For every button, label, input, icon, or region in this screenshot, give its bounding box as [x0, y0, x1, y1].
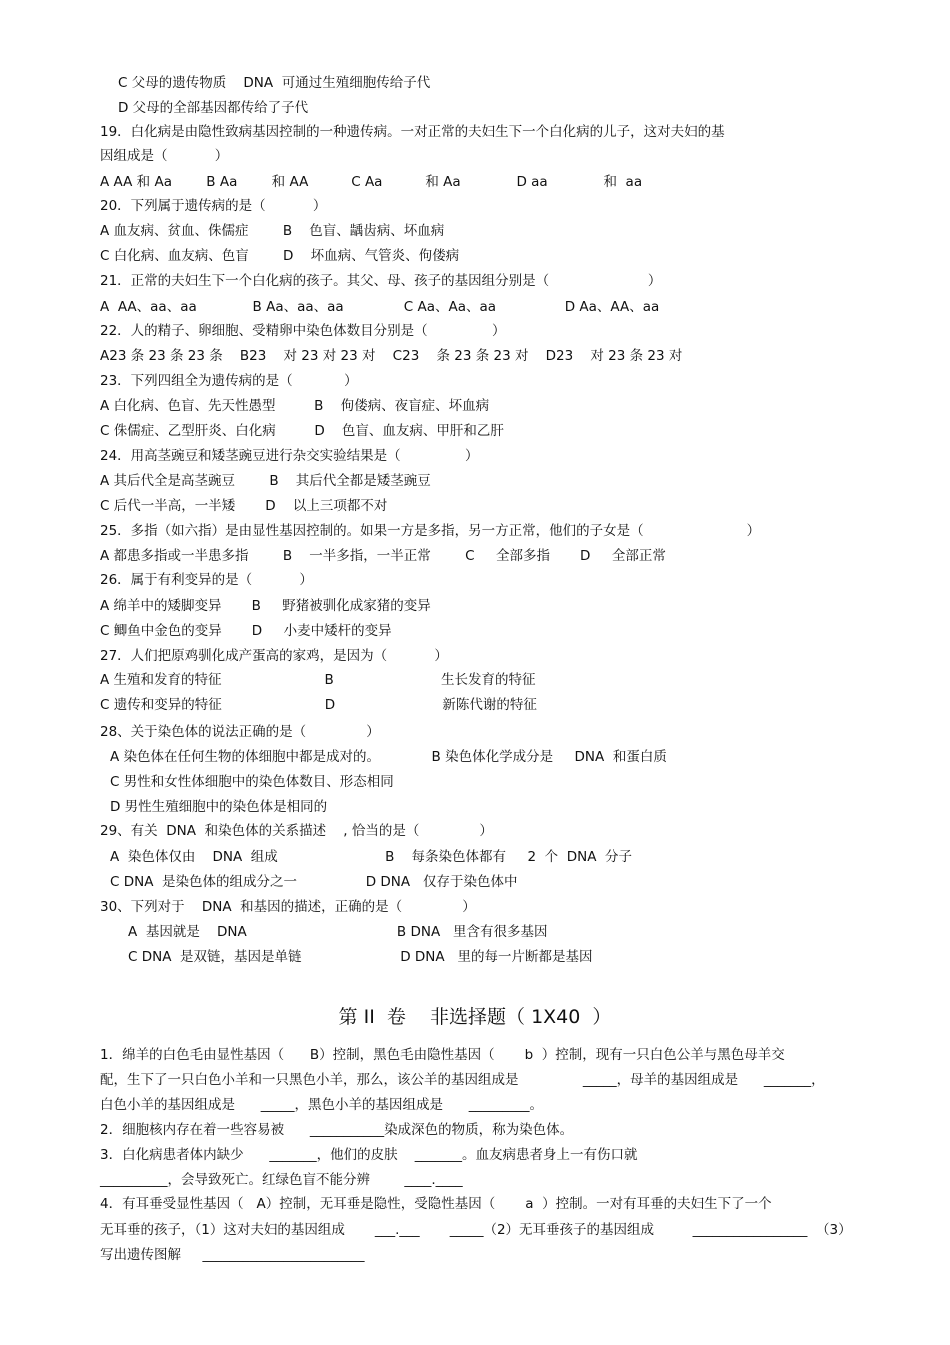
section-title: 第 II 卷 非选择题（ 1X40 ）: [338, 1006, 612, 1028]
q27-options-ab: A 生殖和发育的特征 B 生长发育的特征: [100, 672, 536, 688]
q23-stem: 23．下列四组全为遗传病的是（ ）: [100, 373, 358, 389]
q20-options-cd: C 白化病、血友病、色盲 D 坏血病、气管炎、佝偻病: [100, 248, 460, 264]
q24-options-ab: A 其后代全是高茎豌豆 B 其后代全都是矮茎豌豆: [100, 473, 431, 489]
q28-stem: 28、关于染色体的说法正确的是（ ）: [100, 724, 380, 740]
q30-stem: 30、下列对于 DNA 和基因的描述，正确的是（ ）: [100, 899, 476, 915]
fill-q4-line1: 4．有耳垂受显性基因（ A）控制，无耳垂是隐性，受隐性基因（ a ）控制。一对有耳垂的夫妇生下了一个: [100, 1196, 772, 1212]
fill-q1-line1: 1．绵羊的白色毛由显性基因（ B）控制，黑色毛由隐性基因（ b ）控制，现有一只白色公羊与黑色母羊交: [100, 1047, 785, 1063]
q24-options-cd: C 后代一半高，一半矮 D 以上三项都不对: [100, 498, 388, 514]
q28-option-c: C 男性和女性体细胞中的染色体数目、形态相同: [110, 774, 394, 790]
q19-stem: 19．白化病是由隐性致病基因控制的一种遗传病。一对正常的夫妇生下一个白化病的儿子，这对夫妇的基: [100, 124, 725, 140]
q21-options: A AA、aa、aa B Aa、aa、aa C Aa、Aa、aa D Aa、AA、aa: [100, 299, 660, 315]
q19-stem-cont: 因组成是（ ）: [100, 148, 229, 164]
q24-stem: 24．用高茎豌豆和矮茎豌豆进行杂交实验结果是（ ）: [100, 448, 479, 464]
q30-options-ab: A 基因就是 DNA B DNA 里含有很多基因: [128, 924, 548, 940]
q26-stem: 26．属于有利变异的是（ ）: [100, 572, 313, 588]
q20-stem: 20．下列属于遗传病的是（ ）: [100, 198, 327, 214]
fill-q3-line1: 3．白化病患者体内缺少 _______，他们的皮肤 _______。血友病患者身上一有伤口就: [100, 1147, 638, 1163]
q29-options-cd: C DNA 是染色体的组成分之一 D DNA 仅存于染色体中: [110, 874, 518, 890]
q20-options-ab: A 血友病、贫血、侏儒症 B 色盲、龋齿病、坏血病: [100, 223, 445, 239]
q27-options-cd: C 遗传和变异的特征 D 新陈代谢的特征: [100, 697, 537, 713]
q23-options-ab: A 白化病、色盲、先天性愚型 B 佝偻病、夜盲症、坏血病: [100, 398, 490, 414]
fill-q2: 2．细胞核内存在着一些容易被 ___________染成深色的物质，称为染色体。: [100, 1122, 574, 1138]
q29-stem: 29、有关 DNA 和染色体的关系描述 , 恰当的是（ ）: [100, 823, 493, 839]
q23-options-cd: C 侏儒症、乙型肝炎、白化病 D 色盲、血友病、甲肝和乙肝: [100, 423, 504, 439]
q25-stem: 25．多指（如六指）是由显性基因控制的。如果一方是多指，另一方正常，他们的子女是（ ）: [100, 523, 761, 539]
q26-options-cd: C 鲫鱼中金色的变异 D 小麦中矮杆的变异: [100, 623, 392, 639]
q21-stem: 21．正常的夫妇生下一个白化病的孩子。其父、母、孩子的基因组分别是（ ）: [100, 273, 662, 289]
q29-options-ab: A 染色体仅由 DNA 组成 B 每条染色体都有 2 个 DNA 分子: [110, 849, 633, 865]
fill-q4-line2: 无耳垂的孩子，（1）这对夫妇的基因组成 ___.___ _____（2）无耳垂孩子的基因组成 _________________ （3）: [100, 1222, 852, 1238]
q28-option-d: D 男性生殖细胞中的染色体是相同的: [110, 799, 328, 815]
q18-option-d: D 父母的全部基因都传给了子代: [118, 100, 309, 116]
q30-options-cd: C DNA 是双链，基因是单链 D DNA 里的每一片断都是基因: [128, 949, 593, 965]
q19-options: A AA 和 Aa B Aa 和 AA C Aa 和 Aa D aa 和 aa: [100, 174, 643, 190]
fill-q1-line2: 配，生下了一只白色小羊和一只黑色小羊，那么，该公羊的基因组成是 _____，母羊的基因组成是 _______，: [100, 1072, 825, 1088]
q18-option-c: C 父母的遗传物质 DNA 可通过生殖细胞传给子代: [118, 75, 431, 91]
q27-stem: 27．人们把原鸡驯化成产蛋高的家鸡，是因为（ ）: [100, 648, 448, 664]
fill-q4-line3: 写出遗传图解 ________________________: [100, 1247, 365, 1263]
q25-options: A 都患多指或一半患多指 B 一半多指，一半正常 C 全部多指 D 全部正常: [100, 548, 666, 564]
q28-options-ab: A 染色体在任何生物的体细胞中都是成对的。 B 染色体化学成分是 DNA 和蛋白质: [110, 749, 667, 765]
q22-options: A23 条 23 条 23 条 B23 对 23 对 23 对 C23 条 23 条 23 对 D23 对 23 条 23 对: [100, 348, 683, 364]
fill-q1-line3: 白色小羊的基因组成是 _____，黑色小羊的基因组成是 _________。: [100, 1097, 543, 1113]
q26-options-ab: A 绵羊中的矮脚变异 B 野猪被驯化成家猪的变异: [100, 598, 431, 614]
fill-q3-line2: __________，会导致死亡。红绿色盲不能分辨 ____.____: [100, 1172, 463, 1188]
q22-stem: 22．人的精子、卵细胞、受精卵中染色体数目分别是（ ）: [100, 323, 506, 339]
